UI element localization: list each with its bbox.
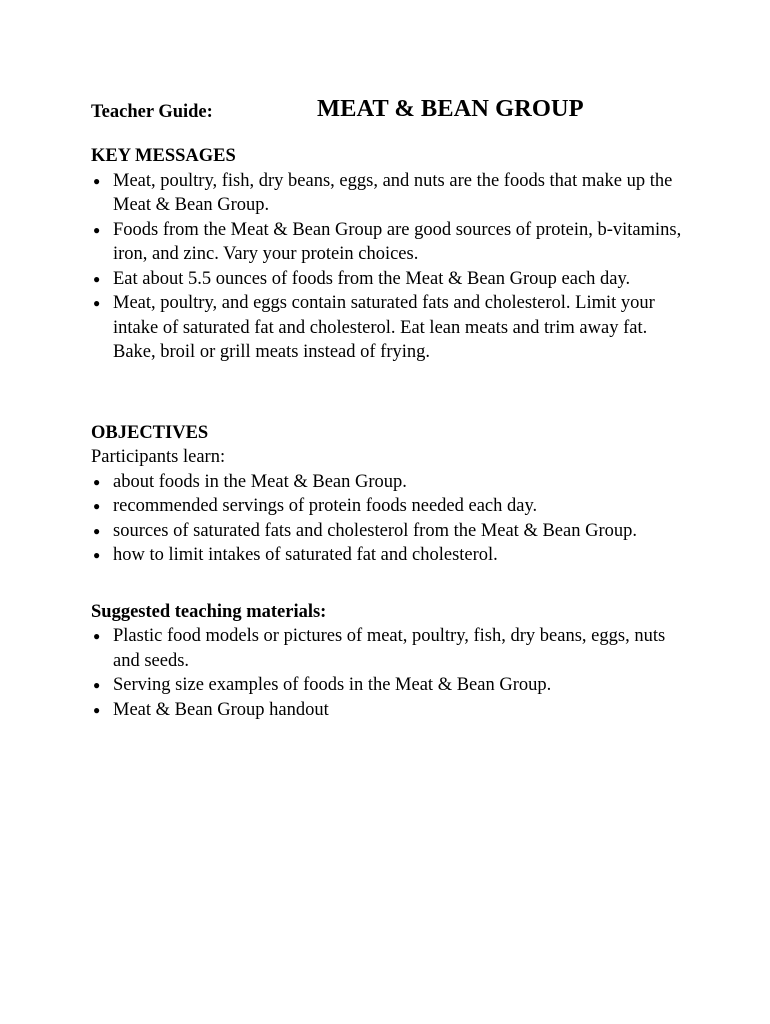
bullet-icon: ●: [93, 271, 101, 286]
list-item: [91, 169, 691, 218]
list-item-text: how to limit intakes of saturated fat and cholesterol.: [113, 545, 498, 565]
bullet-icon: ●: [93, 499, 101, 513]
list-item-text: Serving size examples of foods in the Meat & Bean Group.: [113, 675, 552, 695]
key-messages-heading: KEY MESSAGES: [91, 146, 236, 166]
bullet-icon: ●: [93, 173, 101, 188]
objectives-list: [91, 470, 691, 568]
list-item: [91, 698, 691, 723]
list-item: [91, 267, 691, 292]
list-item-text: recommended servings of protein foods needed each day.: [113, 496, 538, 516]
objectives-intro: Participants learn:: [91, 447, 226, 467]
guide-label: Teacher Guide:: [91, 102, 213, 122]
list-item: [91, 291, 691, 365]
list-item: [91, 543, 691, 568]
list-item-text: Plastic food models or pictures of meat, poultry, fish, dry beans, eggs, nuts and seeds.: [113, 626, 666, 671]
document-page: [91, 94, 691, 722]
list-item: [91, 494, 691, 519]
list-item: [91, 519, 691, 544]
list-item: [91, 218, 691, 267]
list-item-text: Eat about 5.5 ounces of foods from the Meat & Bean Group each day.: [113, 268, 631, 289]
list-item-text: Meat, poultry, and eggs contain saturated fats and cholesterol. Limit your intake of saturated fat and cholesterol. Eat lean meats and trim away fat. Bake, broil or grill meats instead of frying.: [113, 293, 655, 362]
key-messages-list: [91, 169, 691, 365]
materials-list: [91, 624, 691, 722]
objectives-heading: OBJECTIVES: [91, 422, 209, 443]
bullet-icon: ●: [93, 678, 101, 692]
materials-heading: Suggested teaching materials:: [91, 601, 327, 622]
list-item-text: Meat, poultry, fish, dry beans, eggs, and nuts are the foods that make up the Meat & Bean Group.: [113, 170, 673, 215]
objectives-section: [91, 421, 691, 568]
list-item-text: Meat & Bean Group handout: [113, 699, 329, 720]
bullet-icon: ●: [93, 523, 101, 538]
bullet-icon: ●: [93, 474, 101, 489]
list-item: [91, 470, 691, 495]
materials-section: [91, 600, 691, 723]
list-item-text: sources of saturated fats and cholesterol from the Meat & Bean Group.: [113, 520, 637, 541]
bullet-icon: ●: [93, 702, 101, 717]
bullet-icon: ●: [93, 629, 101, 643]
list-item-text: Foods from the Meat & Bean Group are good sources of protein, b-vitamins, iron, and zinc. Vary your protein choices.: [113, 219, 682, 264]
list-item: [91, 673, 691, 698]
page-title: MEAT & BEAN GROUP: [317, 95, 584, 122]
bullet-icon: ●: [93, 222, 101, 237]
key-messages-section: [91, 144, 691, 365]
bullet-icon: ●: [93, 548, 101, 562]
bullet-icon: ●: [93, 296, 101, 310]
list-item-text: about foods in the Meat & Bean Group.: [113, 471, 407, 492]
list-item: [91, 624, 691, 673]
title-row: [91, 94, 691, 128]
